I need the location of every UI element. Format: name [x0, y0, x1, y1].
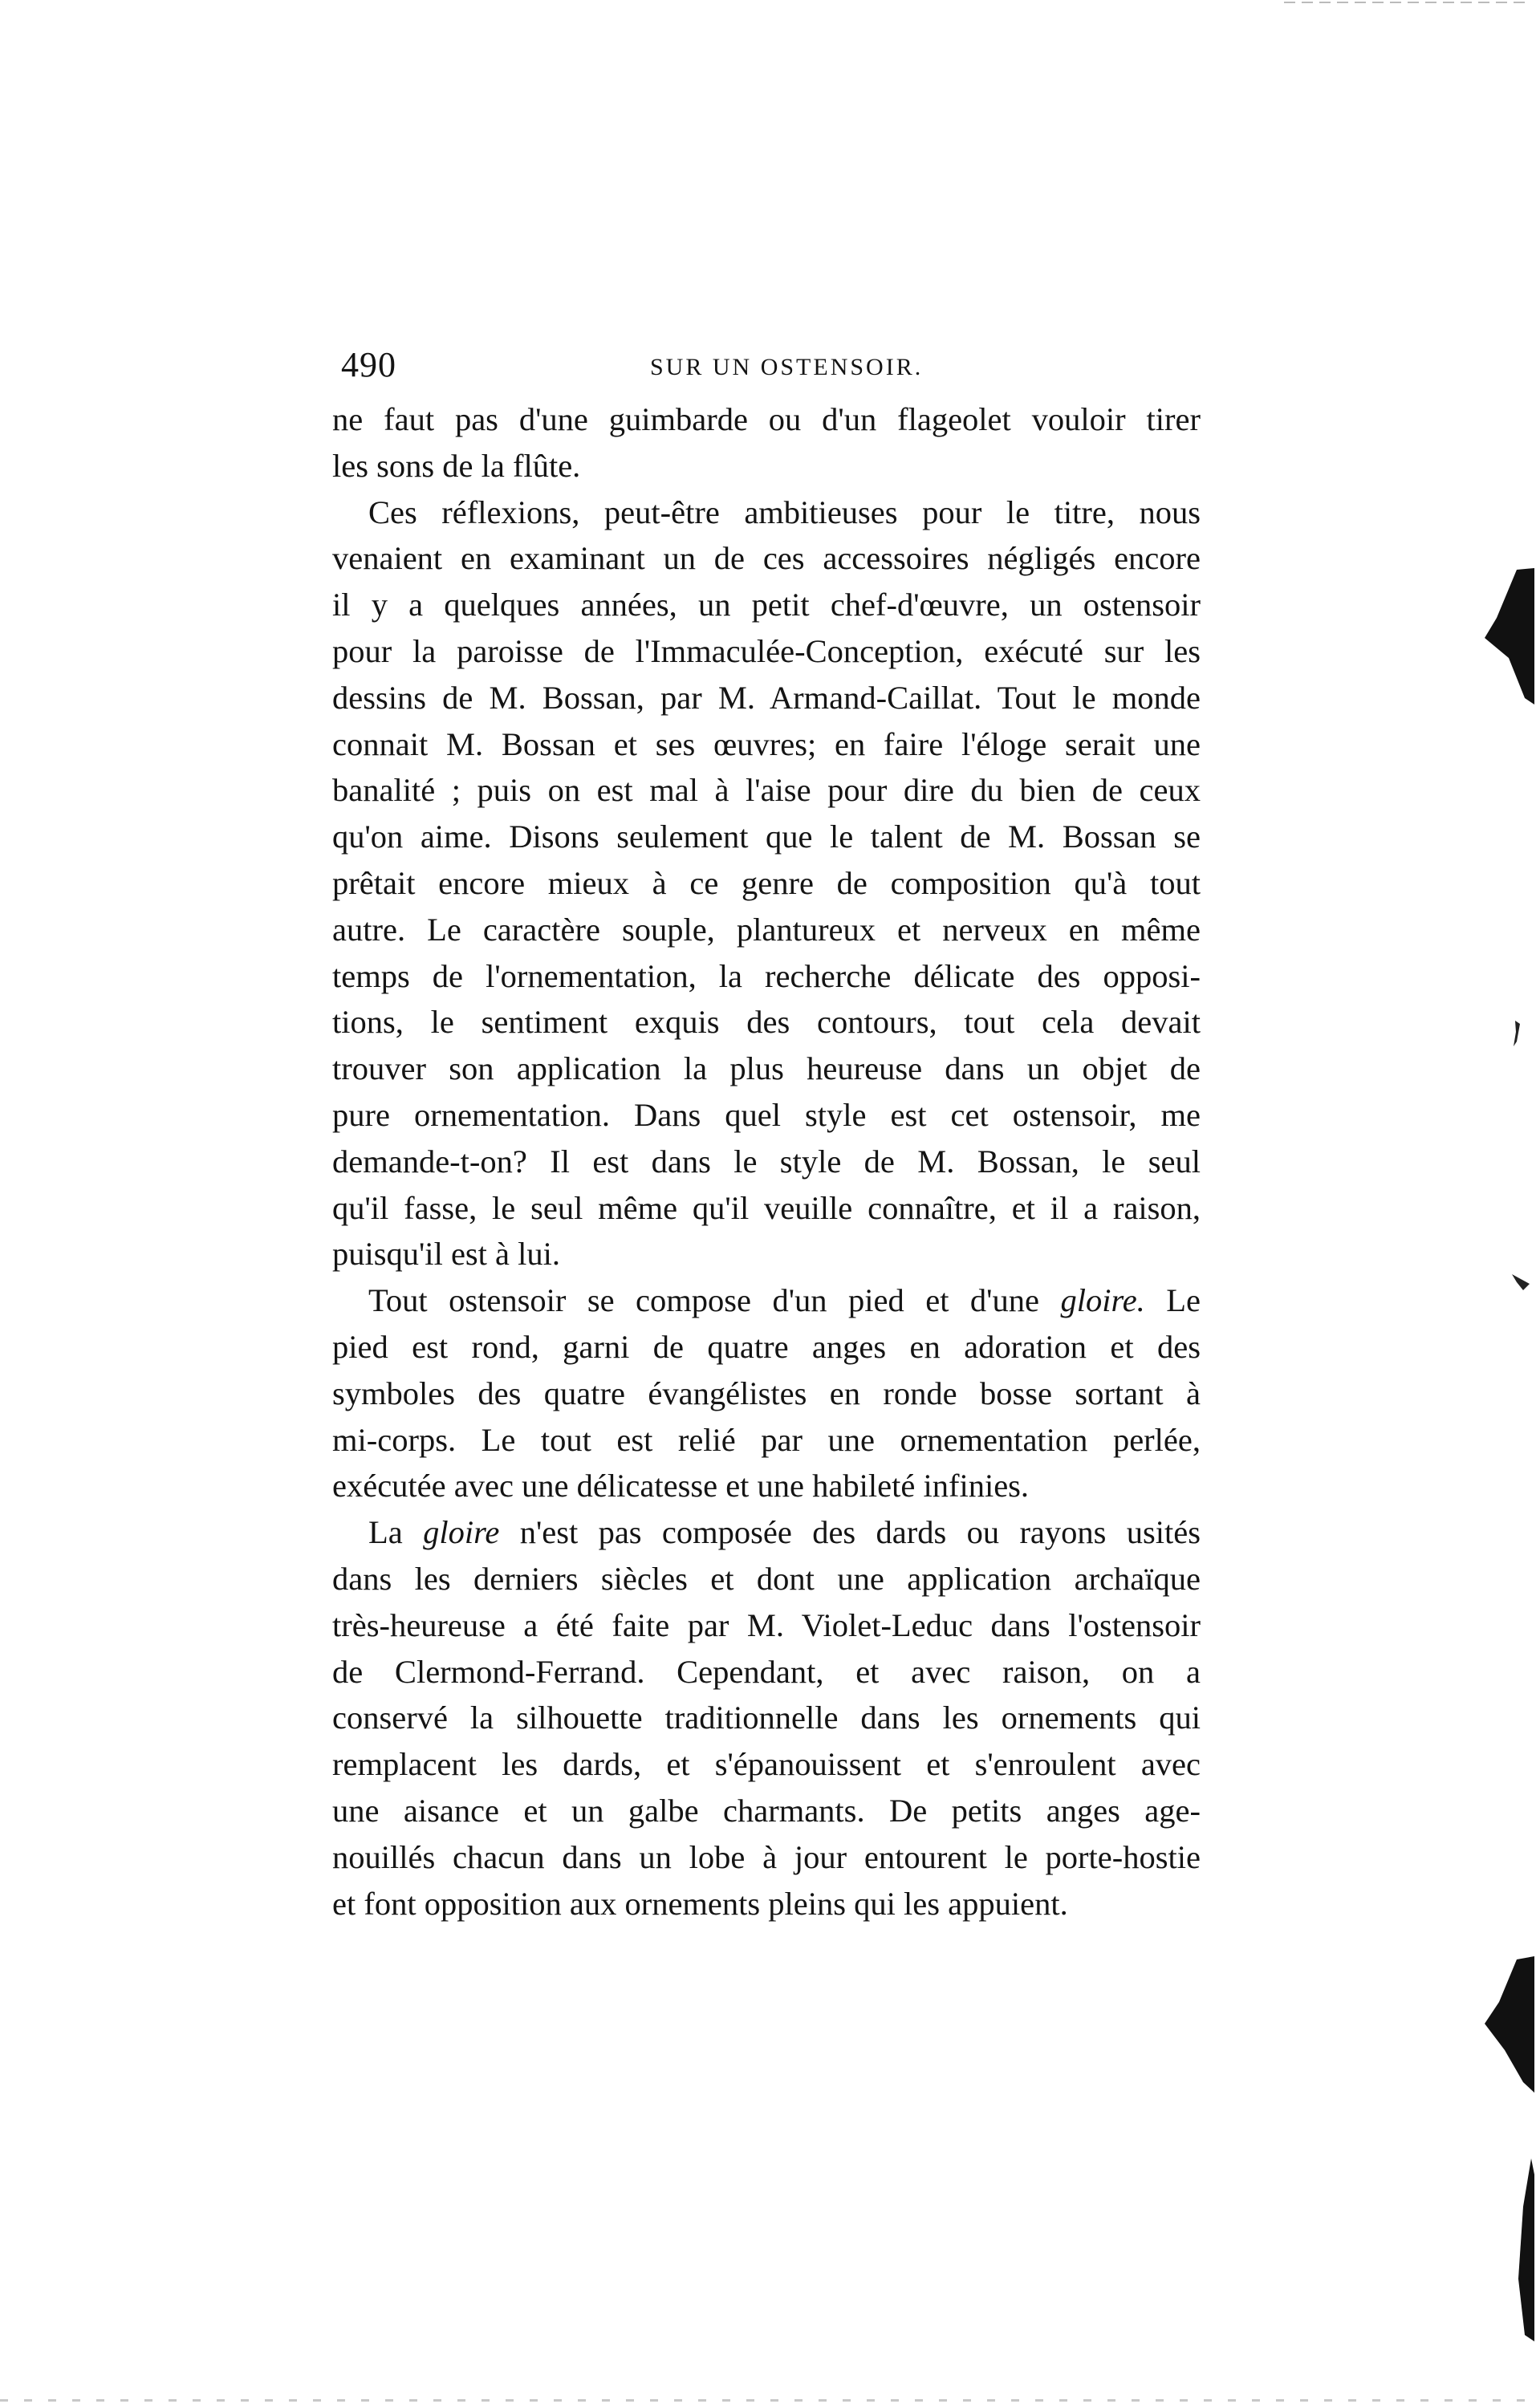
text-line: [332, 1277, 1201, 1324]
text-line: pour la paroisse de l'Immaculée-Conception, exécuté sur les: [332, 632, 1201, 669]
text-line: Ces réflexions, peut-être ambitieuses pour le titre, nous: [368, 493, 1201, 530]
text-line: remplacent les dards, et s'épanouissent et s'enroulent avec: [332, 1746, 1201, 1783]
text-line: [332, 1509, 1201, 1556]
text-line: venaient en examinant un de ces accessoires négligés encore: [332, 540, 1201, 577]
text-line: tions, le sentiment exquis des contours, tout cela devait: [332, 1004, 1201, 1041]
text-line: connait M. Bossan et ses œuvres; en faire l'éloge serait une: [332, 725, 1201, 762]
text-line: symboles des quatre évangélistes en ronde bosse sortant à: [332, 1375, 1201, 1411]
paragraph-3: [332, 1277, 1201, 1509]
text-line: pied est rond, garni de quatre anges en adoration et des: [332, 1328, 1201, 1365]
text-line: qu'on aime. Disons seulement que le talent de M. Bossan se: [332, 818, 1201, 855]
text-line: il y a quelques années, un petit chef-d'œuvre, un ostensoir: [332, 587, 1201, 623]
page-number: 490: [341, 345, 396, 384]
scan-edge-top: [1284, 2, 1525, 3]
page-header: [341, 341, 1212, 389]
paragraph-2: [332, 489, 1201, 1278]
text-line: de Clermond-Ferrand. Cependant, et avec raison, on a: [332, 1653, 1201, 1690]
text-run: La: [368, 1514, 403, 1551]
text-line: temps de l'ornementation, la recherche délicate des opposi-: [332, 957, 1201, 994]
text-line: puisqu'il est à lui.: [332, 1236, 561, 1273]
scan-mark-right-bottom: [1461, 1950, 1536, 2094]
text-line: les sons de la flûte.: [332, 447, 581, 484]
body-text: [332, 396, 1201, 1927]
running-head: SUR UN OSTENSOIR.: [650, 354, 924, 380]
text-line: dans les derniers siècles et dont une application archaïque: [332, 1560, 1201, 1597]
text-line: banalité ; puis on est mal à l'aise pour dire du bien de ceux: [332, 772, 1201, 809]
text-line: pure ornementation. Dans quel style est cet ostensoir, me: [332, 1096, 1201, 1133]
text-line: très-heureuse a été faite par M. Violet-Leduc dans l'ostensoir: [332, 1606, 1201, 1643]
text-line: ne faut pas d'une guimbarde ou d'un flageolet vouloir tirer: [332, 401, 1201, 437]
paragraph-4: [332, 1509, 1201, 1927]
text-line: mi-corps. Le tout est relié par une ornementation perlée,: [332, 1421, 1201, 1458]
text-line: exécutée avec une délicatesse et une habileté infinies.: [332, 1468, 1030, 1504]
text-line: demande-t-on? Il est dans le style de M. Bossan, le seul: [332, 1143, 1201, 1180]
text-line: et font opposition aux ornements pleins qui les appuient.: [332, 1885, 1068, 1922]
text-line: conservé la silhouette traditionnelle dans les ornements qui: [332, 1699, 1201, 1736]
text-line: qu'il fasse, le seul même qu'il veuille connaître, et il a raison,: [332, 1189, 1201, 1226]
text-run: Le: [1166, 1282, 1201, 1319]
text-line: trouver son application la plus heureuse dans un objet de: [332, 1050, 1201, 1087]
italic-term: gloire.: [1060, 1282, 1145, 1319]
text-run: n'est pas composée des dards ou rayons usités: [519, 1514, 1201, 1551]
scan-mark-right-upper: [1461, 562, 1536, 706]
text-line: autre. Le caractère souple, plantureux et nerveux en même: [332, 911, 1201, 948]
scan-mark-right-middle: [1509, 1017, 1525, 1050]
scan-mark-right-lower: [1509, 1268, 1533, 1300]
scan-mark-right-edge: [1509, 2158, 1536, 2343]
text-line: une aisance et un galbe charmants. De petits anges age-: [332, 1792, 1201, 1829]
text-run: Tout ostensoir se compose d'un pied et d'une: [368, 1282, 1039, 1319]
scan-edge-bottom: [0, 2399, 1536, 2402]
paragraph-1: [332, 396, 1201, 489]
text-line: nouillés chacun dans un lobe à jour entourent le porte-hostie: [332, 1838, 1201, 1875]
text-line: dessins de M. Bossan, par M. Armand-Caillat. Tout le monde: [332, 679, 1201, 716]
text-line: prêtait encore mieux à ce genre de composition qu'à tout: [332, 864, 1201, 901]
italic-term: gloire: [423, 1514, 500, 1551]
